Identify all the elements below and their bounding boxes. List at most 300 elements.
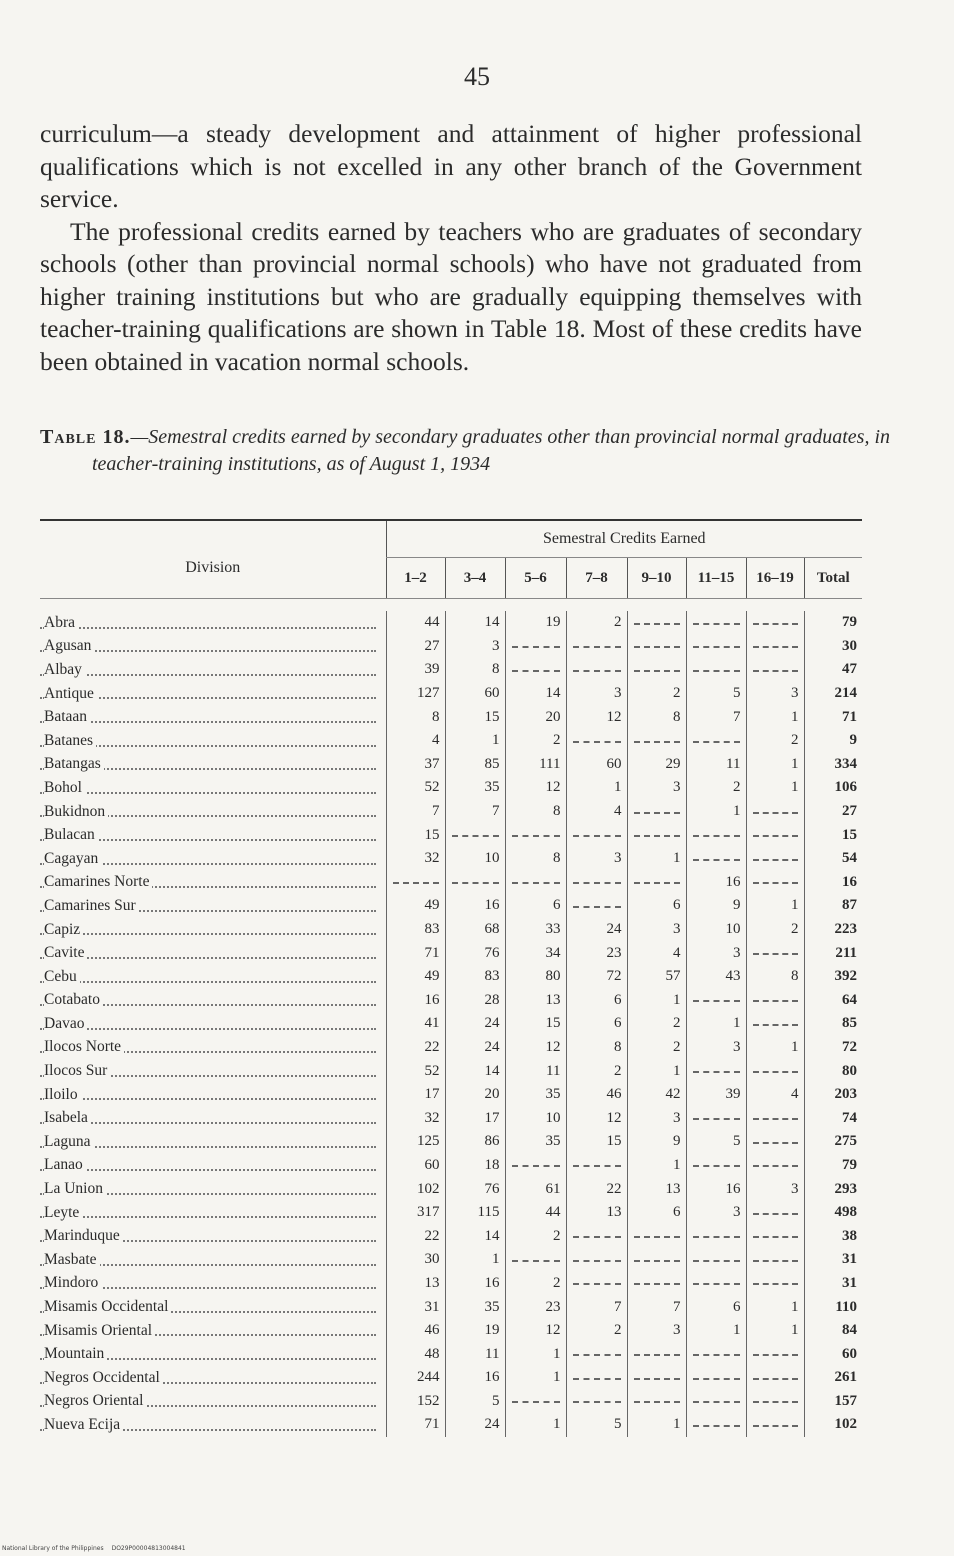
credit-cell: 2: [505, 729, 566, 753]
division-cell: [40, 847, 386, 871]
table-row: [40, 989, 862, 1013]
table-label: Table 18.: [40, 426, 131, 448]
division-cell: [40, 1154, 386, 1178]
credit-cell: 1: [627, 1059, 686, 1083]
credit-cell: [627, 658, 686, 682]
credit-cell: 80: [505, 965, 566, 989]
credit-cell: 39: [686, 1083, 746, 1107]
credit-cell: 16: [445, 1366, 505, 1390]
credit-cell: 115: [445, 1201, 505, 1225]
total-cell: 54: [804, 847, 862, 871]
credit-cell: [746, 1413, 804, 1437]
credit-cell: 10: [445, 847, 505, 871]
division-cell: [40, 753, 386, 777]
credit-cell: 244: [386, 1366, 445, 1390]
division-cell: [40, 1272, 386, 1296]
table-row: [40, 682, 862, 706]
table-row: [40, 800, 862, 824]
credit-cell: 23: [505, 1295, 566, 1319]
total-cell: 38: [804, 1224, 862, 1248]
total-cell: 261: [804, 1366, 862, 1390]
division-cell: [40, 705, 386, 729]
credit-cell: [686, 1366, 746, 1390]
credit-cell: [627, 1224, 686, 1248]
credit-cell: 111: [505, 753, 566, 777]
credit-cell: [505, 823, 566, 847]
credit-cell: 16: [686, 1177, 746, 1201]
total-cell: 30: [804, 635, 862, 659]
credit-cell: [566, 1390, 627, 1414]
credit-cell: 19: [505, 611, 566, 635]
credit-cell: [627, 729, 686, 753]
total-cell: 87: [804, 894, 862, 918]
credit-cell: 57: [627, 965, 686, 989]
division-name: Ilocos Sur: [44, 1062, 110, 1080]
credit-cell: 2: [746, 729, 804, 753]
credit-cell: 1: [627, 1154, 686, 1178]
credit-cell: 12: [566, 705, 627, 729]
total-cell: 157: [804, 1390, 862, 1414]
table-row: [40, 1130, 862, 1154]
credit-cell: 46: [386, 1319, 445, 1343]
credit-cell: [566, 1342, 627, 1366]
credit-cell: 6: [505, 894, 566, 918]
division-cell: [40, 776, 386, 800]
credit-cell: 1: [505, 1342, 566, 1366]
credit-cell: 31: [386, 1295, 445, 1319]
table-row: [40, 871, 862, 895]
table-row: [40, 635, 862, 659]
credit-cell: 29: [627, 753, 686, 777]
division-cell: [40, 729, 386, 753]
body-text: [40, 118, 862, 378]
credit-cell: 3: [445, 635, 505, 659]
table-row: [40, 1295, 862, 1319]
division-cell: [40, 965, 386, 989]
credit-cell: [746, 1130, 804, 1154]
credit-cell: 1: [627, 1413, 686, 1437]
credit-cell: 27: [386, 635, 445, 659]
credit-cell: 10: [686, 918, 746, 942]
credit-cell: 7: [686, 705, 746, 729]
credit-cell: 317: [386, 1201, 445, 1225]
division-name: Misamis Occidental: [44, 1298, 171, 1316]
credit-cell: [746, 823, 804, 847]
credit-cell: 61: [505, 1177, 566, 1201]
credit-cell: [746, 1390, 804, 1414]
total-cell: 211: [804, 941, 862, 965]
credit-cell: 85: [445, 753, 505, 777]
credit-cell: 6: [686, 1295, 746, 1319]
credit-cell: [566, 658, 627, 682]
division-name: Bataan: [44, 708, 90, 726]
division-name: Albay: [44, 661, 85, 679]
credit-cell: 2: [505, 1224, 566, 1248]
credit-cell: 1: [746, 1319, 804, 1343]
division-cell: [40, 1413, 386, 1437]
credit-cell: [746, 941, 804, 965]
total-cell: 223: [804, 918, 862, 942]
division-cell: [40, 1036, 386, 1060]
credit-cell: [566, 1248, 627, 1272]
table-row: [40, 705, 862, 729]
credit-cell: [686, 1224, 746, 1248]
column-header: 16–19: [746, 558, 804, 599]
credit-cell: 5: [566, 1413, 627, 1437]
footer-library: National Library of the Philippines: [2, 1545, 104, 1552]
credit-cell: [566, 894, 627, 918]
table-row: [40, 1036, 862, 1060]
credit-cell: 1: [505, 1366, 566, 1390]
credit-cell: 5: [686, 682, 746, 706]
credit-cell: 10: [505, 1106, 566, 1130]
table-row: [40, 1059, 862, 1083]
division-name: Ilocos Norte: [44, 1038, 124, 1056]
credit-cell: 2: [505, 1272, 566, 1296]
credit-cell: 39: [386, 658, 445, 682]
credit-cell: [566, 635, 627, 659]
total-cell: 79: [804, 1154, 862, 1178]
table-row: [40, 753, 862, 777]
footer-id: DO29P00004813004841: [111, 1545, 186, 1552]
total-cell: 15: [804, 823, 862, 847]
credit-cell: 2: [746, 918, 804, 942]
column-header: 7–8: [566, 558, 627, 599]
division-name: Cebu: [44, 968, 80, 986]
leader-dots: [40, 1098, 376, 1100]
credit-cell: 32: [386, 847, 445, 871]
total-cell: 79: [804, 611, 862, 635]
leader-dots: [40, 721, 376, 723]
credit-cell: 6: [566, 1012, 627, 1036]
credit-cell: [627, 1342, 686, 1366]
credit-cell: [505, 635, 566, 659]
credit-cell: 8: [566, 1036, 627, 1060]
division-name: Batangas: [44, 755, 104, 773]
division-name: Capiz: [44, 921, 83, 939]
credit-cell: 13: [627, 1177, 686, 1201]
credit-cell: 2: [686, 776, 746, 800]
column-header: Total: [804, 558, 862, 599]
division-cell: [40, 800, 386, 824]
credit-cell: 43: [686, 965, 746, 989]
table-row: [40, 1224, 862, 1248]
leader-dots: [40, 1169, 376, 1171]
credit-cell: 86: [445, 1130, 505, 1154]
credit-cell: [505, 1248, 566, 1272]
credit-cell: 1: [627, 847, 686, 871]
division-name: Lanao: [44, 1156, 86, 1174]
credit-cell: 7: [386, 800, 445, 824]
credit-cell: 52: [386, 1059, 445, 1083]
credit-cell: 6: [566, 989, 627, 1013]
division-name: Masbate: [44, 1251, 100, 1269]
total-cell: 72: [804, 1036, 862, 1060]
division-cell: [40, 1130, 386, 1154]
credit-cell: [686, 1248, 746, 1272]
division-cell: [40, 1319, 386, 1343]
table-row: [40, 1106, 862, 1130]
table-row: [40, 918, 862, 942]
credit-cell: 4: [627, 941, 686, 965]
division-cell: [40, 894, 386, 918]
credit-cell: 1: [566, 776, 627, 800]
credit-cell: 2: [566, 1319, 627, 1343]
credit-cell: [505, 871, 566, 895]
table-row: [40, 965, 862, 989]
credit-cell: 33: [505, 918, 566, 942]
credit-cell: 7: [445, 800, 505, 824]
division-name: Negros Oriental: [44, 1392, 146, 1410]
credit-cell: 20: [505, 705, 566, 729]
credit-cell: [686, 989, 746, 1013]
credit-cell: [445, 871, 505, 895]
credit-cell: 13: [566, 1201, 627, 1225]
credit-cell: 8: [386, 705, 445, 729]
credit-cell: [627, 1272, 686, 1296]
table-row: [40, 1272, 862, 1296]
division-name: La Union: [44, 1180, 106, 1198]
credit-cell: 4: [746, 1083, 804, 1107]
credit-cell: 76: [445, 941, 505, 965]
credit-cell: [627, 871, 686, 895]
credit-cell: 1: [746, 1295, 804, 1319]
credit-cell: [686, 635, 746, 659]
total-cell: 85: [804, 1012, 862, 1036]
credit-cell: [746, 1201, 804, 1225]
credit-cell: [386, 871, 445, 895]
credit-cell: [686, 1106, 746, 1130]
credit-cell: 15: [566, 1130, 627, 1154]
credit-cell: [566, 729, 627, 753]
credit-cell: 8: [445, 658, 505, 682]
column-header: 3–4: [445, 558, 505, 599]
credit-cell: 8: [746, 965, 804, 989]
division-name: Camarines Sur: [44, 897, 139, 915]
leader-dots: [40, 933, 376, 935]
credit-cell: 35: [445, 776, 505, 800]
credit-cell: 22: [386, 1224, 445, 1248]
page-number: 45: [464, 62, 490, 91]
table-row: [40, 1413, 862, 1437]
table-row: [40, 1201, 862, 1225]
credit-cell: 13: [505, 989, 566, 1013]
total-cell: 74: [804, 1106, 862, 1130]
credit-cell: 22: [566, 1177, 627, 1201]
credit-cell: [627, 611, 686, 635]
division-cell: [40, 1012, 386, 1036]
division-cell: [40, 1366, 386, 1390]
table-row: [40, 1390, 862, 1414]
division-name: Bukidnon: [44, 803, 108, 821]
credit-cell: 71: [386, 1413, 445, 1437]
credit-cell: 14: [445, 611, 505, 635]
credit-cell: 20: [445, 1083, 505, 1107]
credit-cell: 3: [627, 918, 686, 942]
credit-cell: [746, 635, 804, 659]
credit-cell: [686, 847, 746, 871]
credit-cell: 2: [627, 1036, 686, 1060]
credit-cell: 76: [445, 1177, 505, 1201]
credit-cell: 3: [686, 941, 746, 965]
credits-table: [40, 519, 862, 1437]
credit-cell: 18: [445, 1154, 505, 1178]
credit-cell: [627, 823, 686, 847]
leader-dots: [40, 957, 376, 959]
division-name: Cavite: [44, 944, 87, 962]
credit-cell: [746, 800, 804, 824]
credit-cell: [566, 871, 627, 895]
credit-cell: [746, 1154, 804, 1178]
table-caption-text: —Semestral credits earned by secondary graduates other than provincial normal graduates, in teacher-training institutions, as of August 1, 1934: [92, 426, 891, 475]
credit-cell: [686, 1342, 746, 1366]
credit-cell: 1: [746, 894, 804, 918]
total-cell: 203: [804, 1083, 862, 1107]
credit-cell: [566, 1366, 627, 1390]
credit-cell: 32: [386, 1106, 445, 1130]
credit-cell: 15: [386, 823, 445, 847]
leader-dots: [40, 981, 376, 983]
credit-cell: [746, 658, 804, 682]
division-cell: [40, 823, 386, 847]
leader-dots: [40, 674, 376, 676]
credit-cell: 42: [627, 1083, 686, 1107]
credit-cell: 1: [686, 800, 746, 824]
leader-dots: [40, 627, 376, 629]
total-cell: 293: [804, 1177, 862, 1201]
credit-cell: 9: [686, 894, 746, 918]
credit-cell: 5: [445, 1390, 505, 1414]
footer: [2, 1545, 194, 1552]
total-cell: 102: [804, 1413, 862, 1437]
division-name: Leyte: [44, 1204, 82, 1222]
credit-cell: 8: [505, 800, 566, 824]
table-row: [40, 1154, 862, 1178]
table-row: [40, 1248, 862, 1272]
division-name: Agusan: [44, 637, 94, 655]
total-cell: 84: [804, 1319, 862, 1343]
total-cell: 31: [804, 1272, 862, 1296]
credit-cell: 23: [566, 941, 627, 965]
credit-cell: 1: [445, 729, 505, 753]
total-cell: 9: [804, 729, 862, 753]
credit-cell: 14: [445, 1224, 505, 1248]
credit-cell: [746, 1342, 804, 1366]
credit-cell: [746, 989, 804, 1013]
total-cell: 498: [804, 1201, 862, 1225]
credit-cell: [627, 1390, 686, 1414]
credit-cell: 24: [445, 1036, 505, 1060]
credit-cell: 60: [445, 682, 505, 706]
column-header: 1–2: [386, 558, 445, 599]
credit-cell: 2: [566, 1059, 627, 1083]
credit-cell: 3: [627, 1319, 686, 1343]
credit-cell: [686, 729, 746, 753]
credit-cell: [746, 1106, 804, 1130]
credit-cell: [746, 871, 804, 895]
division-name: Mountain: [44, 1345, 107, 1363]
division-cell: [40, 989, 386, 1013]
total-cell: 27: [804, 800, 862, 824]
division-cell: [40, 1059, 386, 1083]
credit-cell: 11: [445, 1342, 505, 1366]
credit-cell: 3: [686, 1036, 746, 1060]
credit-cell: [746, 1012, 804, 1036]
credit-cell: [746, 1366, 804, 1390]
total-cell: 80: [804, 1059, 862, 1083]
total-cell: 214: [804, 682, 862, 706]
table-row: [40, 894, 862, 918]
total-cell: 334: [804, 753, 862, 777]
credit-cell: 1: [445, 1248, 505, 1272]
credit-cell: [566, 1272, 627, 1296]
credit-cell: [505, 1390, 566, 1414]
credit-cell: 3: [627, 1106, 686, 1130]
table-row: [40, 1342, 862, 1366]
credit-cell: 83: [445, 965, 505, 989]
credit-cell: 16: [445, 1272, 505, 1296]
division-name: Bohol: [44, 779, 85, 797]
total-cell: 275: [804, 1130, 862, 1154]
credit-cell: 24: [445, 1012, 505, 1036]
credit-cell: [505, 1154, 566, 1178]
credit-cell: 22: [386, 1036, 445, 1060]
credit-cell: 35: [505, 1130, 566, 1154]
credits-span-header: Semestral Credits Earned: [386, 520, 862, 558]
credit-cell: 11: [505, 1059, 566, 1083]
credit-cell: [686, 658, 746, 682]
table-row: [40, 658, 862, 682]
leader-dots: [40, 1028, 376, 1030]
table-row: [40, 611, 862, 635]
credit-cell: [566, 823, 627, 847]
credit-cell: 7: [627, 1295, 686, 1319]
credit-cell: 37: [386, 753, 445, 777]
credit-cell: 6: [627, 1201, 686, 1225]
credit-cell: 12: [505, 776, 566, 800]
credit-cell: [686, 1154, 746, 1178]
credit-cell: [627, 1366, 686, 1390]
table-row: [40, 847, 862, 871]
credit-cell: [686, 1272, 746, 1296]
credit-cell: 5: [686, 1130, 746, 1154]
credit-cell: 1: [686, 1012, 746, 1036]
division-cell: [40, 1390, 386, 1414]
division-cell: [40, 611, 386, 635]
credit-cell: [686, 823, 746, 847]
credit-cell: 3: [566, 847, 627, 871]
paragraph-2: The professional credits earned by teachers who are graduates of secondary schools (other than provincial normal schools) who have not graduated from higher training institutions but who are gradually equipping themselves with teacher-training qualifications are shown in Table 18. Most of these credits have been obtained in vacation normal schools.: [40, 216, 862, 376]
credit-cell: 6: [627, 894, 686, 918]
division-name: Cagayan: [44, 850, 101, 868]
table-row: [40, 1319, 862, 1343]
credit-cell: 1: [746, 1036, 804, 1060]
credit-cell: 17: [445, 1106, 505, 1130]
credit-cell: 7: [566, 1295, 627, 1319]
table-row: [40, 1083, 862, 1107]
table-row: [40, 1012, 862, 1036]
credit-cell: 72: [566, 965, 627, 989]
credit-cell: 24: [566, 918, 627, 942]
division-name: Batanes: [44, 732, 96, 750]
credit-cell: [627, 1248, 686, 1272]
total-cell: 64: [804, 989, 862, 1013]
credit-cell: 127: [386, 682, 445, 706]
credit-cell: 35: [445, 1295, 505, 1319]
leader-dots: [40, 1216, 376, 1218]
division-cell: [40, 1083, 386, 1107]
credit-cell: 60: [566, 753, 627, 777]
